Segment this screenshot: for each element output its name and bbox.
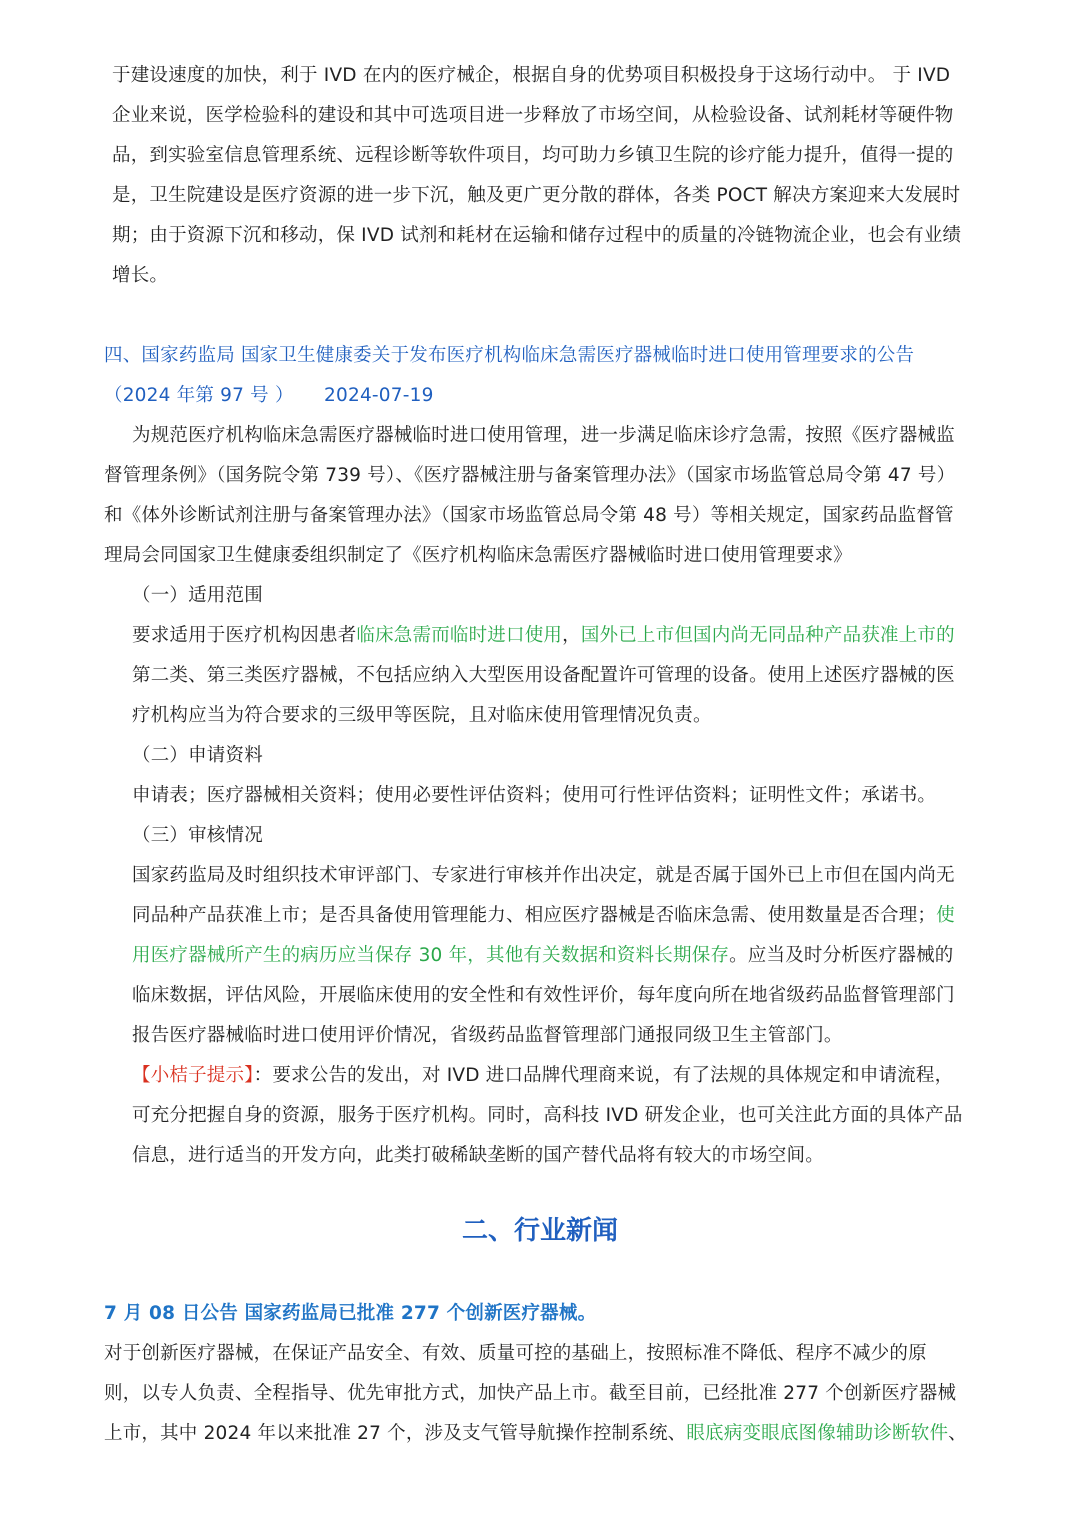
materials-heading: （二）申请资料	[132, 745, 263, 766]
notice4-intro-line-3: 和《体外诊断试剂注册与备案管理办法》（国家市场监管总局令第 48 号）等相关规定，国家药品监督管	[104, 505, 954, 526]
review-line-4: 临床数据，评估风险，开展临床使用的安全性和有效性评价，每年度向所在地省级药品监督管理部门	[132, 985, 955, 1006]
notice4-intro-line-4: 理局会同国家卫生健康委组织制定了《医疗机构临床急需医疗器械临时进口使用管理要求》	[104, 545, 853, 566]
tip-line-2: 可充分把握自身的资源，服务于医疗机构。同时，高科技 IVD 研发企业，也可关注此方面的具体产品	[132, 1105, 963, 1126]
news1-line-3	[104, 1420, 967, 1448]
tip-line-1	[132, 1062, 953, 1090]
notice4-title-line-2: （2024 年第 97 号 ） 2024-07-19	[104, 385, 434, 406]
para1-line-3: 品，到实验室信息管理系统、远程诊断等软件项目，均可助力乡镇卫生院的诊疗能力提升，值得一提的	[112, 145, 954, 166]
notice4-title-line-1: 四、国家药监局 国家卫生健康委关于发布医疗机构临床急需医疗器械临时进口使用管理要求的公告	[104, 345, 915, 366]
review-highlight-retention: 用医疗器械所产生的病历应当保存 30 年，其他有关数据和资料长期保存	[132, 945, 730, 966]
news1-highlight: 眼底病变眼底图像辅助诊断软件	[686, 1423, 949, 1444]
scope-line-1	[132, 622, 955, 650]
scope-highlight-2: 国外已上市但国内尚无同品种产品获准上市的	[580, 625, 955, 646]
news1-line-1: 对于创新医疗器械，在保证产品安全、有效、质量可控的基础上，按照标准不降低、程序不减少的原	[104, 1343, 927, 1364]
news1-line-3-c: 、	[948, 1423, 967, 1444]
news1-line-3-a: 上市，其中 2024 年以来批准 27 个，涉及支气管导航操作控制系统、	[104, 1423, 687, 1444]
notice4-intro-line-2: 督管理条例》（国务院令第 739 号）、《医疗器械注册与备案管理办法》（国家市场监管总局令第 47 号）	[104, 465, 956, 486]
materials-line-1: 申请表；医疗器械相关资料；使用必要性评估资料；使用可行性评估资料；证明性文件；承诺书。	[132, 785, 937, 806]
tip-line-1-text: ：要求公告的发出，对 IVD 进口品牌代理商来说，有了法规的具体规定和申请流程，	[253, 1065, 954, 1086]
review-line-3-b: 。应当及时分析医疗器械的	[729, 945, 954, 966]
para1-line-4: 是，卫生院建设是医疗资源的进一步下沉，触及更广更分散的群体，各类 POCT 解决方案迎来大发展时	[112, 185, 961, 206]
review-heading: （三）审核情况	[132, 825, 263, 846]
scope-line-3: 疗机构应当为符合要求的三级甲等医院，且对临床使用管理情况负责。	[132, 705, 712, 726]
review-line-5: 报告医疗器械临时进口使用评价情况，省级药品监督管理部门通报同级卫生主管部门。	[132, 1025, 843, 1046]
para1-line-5: 期；由于资源下沉和移动，保 IVD 试剂和耗材在运输和储存过程中的质量的冷链物流企业，也会有业绩	[112, 225, 962, 246]
scope-heading: （一）适用范围	[132, 585, 263, 606]
para1-line-1: 于建设速度的加快，利于 IVD 在内的医疗械企，根据自身的优势项目积极投身于这场行动中。 于 IVD	[112, 65, 951, 86]
scope-line-1-c: ，	[562, 625, 581, 646]
tip-label: 【小桔子提示】	[132, 1065, 254, 1086]
para1-line-2: 企业来说，医学检验科的建设和其中可选项目进一步释放了市场空间，从检验设备、试剂耗材等硬件物	[112, 105, 954, 126]
review-line-2-a: 同品种产品获准上市；是否具备使用管理能力、相应医疗器械是否临床急需、使用数量是否合理；	[132, 905, 937, 926]
news1-title: 7 月 08 日公告 国家药监局已批准 277 个创新医疗器械。	[104, 1303, 597, 1324]
notice4-intro-line-1: 为规范医疗机构临床急需医疗器械临时进口使用管理，进一步满足临床诊疗急需，按照《医疗器械监	[132, 425, 955, 446]
tip-line-3: 信息，进行适当的开发方向，此类打破稀缺垄断的国产替代品将有较大的市场空间。	[132, 1145, 824, 1166]
section-title-industry-news: 二、行业新闻	[461, 1216, 618, 1246]
scope-line-1-a: 要求适用于医疗机构因患者	[132, 625, 357, 646]
para1-line-6: 增长。	[112, 265, 169, 286]
scope-highlight-1: 临床急需而临时进口使用	[356, 625, 563, 646]
news1-line-2: 则，以专人负责、全程指导、优先审批方式，加快产品上市。截至目前，已经批准 277 个创新医疗器械	[104, 1383, 957, 1404]
review-line-3	[132, 942, 954, 970]
review-line-1: 国家药监局及时组织技术审评部门、专家进行审核并作出决定，就是否属于国外已上市但在国内尚无	[132, 865, 955, 886]
review-highlight-start: 使	[936, 905, 955, 926]
review-line-2	[132, 902, 955, 930]
scope-line-2: 第二类、第三类医疗器械，不包括应纳入大型医用设备配置许可管理的设备。使用上述医疗器械的医	[132, 665, 955, 686]
